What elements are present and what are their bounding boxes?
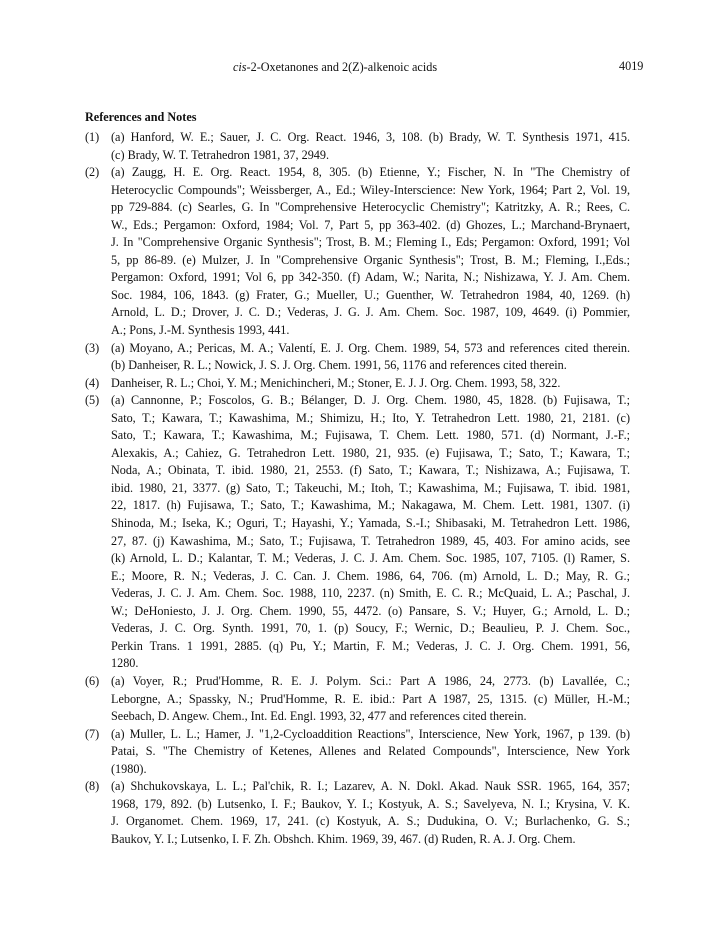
reference-line: Patai, S. "The Chemistry of Ketenes, Allenes and Related Compounds", Interscience, New York — [111, 744, 630, 759]
reference-item — [85, 392, 630, 673]
reference-number: (2) — [85, 165, 100, 180]
reference-line: ibid. 1980, 21, 3377. (g) Sato, T.; Takeuchi, M.; Itoh, T.; Kawashima, M.; Fujisawa, T. ibid. 1981, — [111, 480, 630, 495]
reference-number: (6) — [85, 673, 100, 688]
reference-item — [85, 673, 630, 726]
reference-item — [85, 778, 630, 848]
reference-item — [85, 129, 630, 164]
reference-line: (k) Arnold, L. D.; Kalantar, T. M.; Vederas, J. C. J. Am. Chem. Soc. 1985, 107, 7105. (l) Ramer, S. — [111, 551, 630, 566]
page-number: 4019 — [619, 59, 644, 73]
reference-number: (4) — [85, 375, 100, 390]
reference-line: (a) Cannonne, P.; Foscolos, G. B.; Bélanger, D. J. Org. Chem. 1980, 45, 1828. (b) Fujisawa, T.; — [111, 393, 630, 408]
running-title-prefix: cis — [233, 60, 247, 74]
reference-line: Shinoda, M.; Iseka, K.; Oguri, T.; Hayashi, Y.; Yamada, S.-I.; Shibasaki, M. Tetrahedron Lett. 1986, — [111, 516, 630, 531]
reference-line: (a) Voyer, R.; Prud'Homme, R. E. J. Polym. Sci.: Part A 1986, 24, 2773. (b) Lavallée, C.; — [111, 673, 630, 688]
reference-line: (a) Muller, L. L.; Hamer, J. "1,2-Cycloaddition Reactions", Interscience, New York, 1967, p 139. (b) — [111, 726, 630, 741]
reference-line: (b) Danheiser, R. L.; Nowick, J. S. J. Org. Chem. 1991, 56, 1176 and references cited therein. — [111, 358, 567, 373]
reference-line: Vederas, J. C. J. Am. Chem. Soc. 1988, 110, 2237. (n) Smith, E. C. R.; McQuaid, L. A.; Paschal, J. — [111, 586, 630, 601]
reference-item — [85, 726, 630, 779]
running-title: cis-2-Oxetanones and 2(Z)-alkenoic acids — [233, 60, 438, 74]
reference-line: J. Organomet. Chem. 1969, 17, 241. (c) Kostyuk, A. S.; Dudukina, O. V.; Burlachenko, G. S.; — [111, 814, 630, 829]
reference-number: (1) — [85, 130, 100, 144]
reference-line: Pergamon: Oxford, 1991; Vol 6, pp 342-350. (f) Adam, W.; Narita, N.; Nishizawa, Y. J. Am. Chem. — [111, 270, 630, 285]
reference-line: Alexakis, A.; Cahiez, G. Tetrahedron Lett. 1980, 21, 935. (e) Fujisawa, T.; Sato, T.; Kawara, T.; — [111, 445, 630, 460]
reference-line: (a) Shchukovskaya, L. L.; Pal'chik, R. I.; Lazarev, A. N. Dokl. Akad. Nauk SSR. 1965, 164, 357; — [111, 779, 630, 794]
reference-line: (a) Hanford, W. E.; Sauer, J. C. Org. React. 1946, 3, 108. (b) Brady, W. T. Synthesis 1971, 415. — [111, 130, 630, 144]
reference-line: Danheiser, R. L.; Choi, Y. M.; Menichincheri, M.; Stoner, E. J. J. Org. Chem. 1993, 58, 322. — [111, 375, 561, 390]
reference-line: Sato, T.; Kawara, T.; Kawashima, M.; Fujisawa, T. Chem. Lett. 1980, 571. (d) Normant, J.-F.; — [111, 428, 630, 443]
reference-list — [85, 129, 630, 848]
reference-item — [85, 164, 630, 339]
reference-number: (5) — [85, 393, 100, 408]
reference-line: E.; Moore, R. N.; Vederas, J. C. Can. J. Chem. 1986, 64, 706. (m) Arnold, L. D.; May, R. G.; — [111, 568, 630, 583]
reference-line: W., Eds.; Pergamon: Oxford, 1984; Vol. 7, Part 5, pp 363-402. (d) Ghozes, L.; Marchand-Brynaert, — [111, 217, 630, 232]
reference-line: (1980). — [111, 761, 147, 776]
reference-line: Noda, A.; Obinata, T. ibid. 1980, 21, 2553. (f) Sato, T.; Kawara, T.; Nishizawa, A.; Fujisawa, T. — [111, 463, 630, 478]
reference-line: Baukov, Y. I.; Lutsenko, I. F. Zh. Obshch. Khim. 1969, 39, 467. (d) Ruden, R. A. J. Org. Chem. — [111, 831, 576, 846]
reference-line: pp 729-884. (c) Searles, G. In "Comprehensive Heterocyclic Chemistry"; Katritzky, A. R.; Rees, C. — [111, 200, 630, 215]
reference-line: (a) Moyano, A.; Pericas, M. A.; Valentí, E. J. Org. Chem. 1989, 54, 573 and references cited therein. — [111, 340, 630, 355]
reference-line: W.; DeHoniesto, J. J. Org. Chem. 1990, 55, 4472. (o) Pansare, S. V.; Huyer, G.; Arnold, L. D.; — [111, 603, 630, 618]
reference-line: Leborgne, A.; Spassky, N.; Prud'Homme, R. E. ibid.: Part A 1987, 25, 1315. (c) Müller, H.-M.; — [111, 691, 630, 706]
reference-item — [85, 340, 630, 375]
reference-line: Seebach, D. Angew. Chem., Int. Ed. Engl. 1993, 32, 477 and references cited therein. — [111, 709, 527, 724]
reference-number: (8) — [85, 779, 100, 794]
reference-number: (3) — [85, 340, 100, 355]
reference-line: Sato, T.; Kawara, T.; Kawashima, M.; Shimizu, H.; Ito, Y. Tetrahedron Lett. 1980, 21, 2181. (c) — [111, 410, 630, 425]
section-title: References and Notes — [85, 110, 197, 124]
reference-line: Vederas, J. C. Org. Synth. 1991, 70, 1. (p) Soucy, F.; Wernic, D.; Beaulieu, P. J. Chem. Soc., — [111, 621, 630, 636]
reference-line: Arnold, L. D.; Drover, J. C. D.; Vederas, J. G. J. Am. Chem. Soc. 1987, 109, 4649. (i) Pommier, — [111, 305, 630, 320]
reference-line: Heterocyclic Compounds"; Weissberger, A., Ed.; Wiley-Interscience: New York, 1964; Part 2, Vol. 19, — [111, 182, 630, 197]
reference-line: (c) Brady, W. T. Tetrahedron 1981, 37, 2949. — [111, 147, 330, 162]
reference-line: Perkin Trans. 1 1991, 2885. (q) Pu, Y.; Martin, F. M.; Vederas, J. C. J. Org. Chem. 1991, 56, — [111, 638, 630, 653]
reference-line: 1280. — [111, 656, 139, 671]
reference-line: 22, 1817. (h) Fujisawa, T.; Sato, T.; Kawashima, M.; Nakagawa, M. Chem. Lett. 1981, 1307. (i) — [111, 498, 630, 513]
reference-line: 1968, 179, 892. (b) Lutsenko, I. F.; Baukov, Y. I.; Kostyuk, A. S.; Savelyeva, N. I.; Krysina, V. K. — [111, 796, 630, 811]
reference-line: A.; Pons, J.-M. Synthesis 1993, 441. — [111, 323, 290, 338]
reference-line: Soc. 1984, 106, 1843. (g) Frater, G.; Mueller, U.; Guenther, W. Tetrahedron 1984, 40, 1269. (h) — [111, 287, 630, 302]
reference-line: (a) Zaugg, H. E. Org. React. 1954, 8, 305. (b) Etienne, Y.; Fischer, N. In "The Chemistry of — [111, 165, 630, 180]
reference-line: J. In "Comprehensive Organic Synthesis"; Trost, B. M.; Fleming I., Eds; Pergamon: Oxford, 1991; Vol — [111, 235, 630, 250]
reference-line: 27, 87. (j) Kawashima, M.; Sato, T.; Fujisawa, T. Tetrahedron 1989, 45, 403. For amino acids, see — [111, 533, 630, 548]
reference-line: 5, pp 86-89. (e) Mulzer, J. In "Comprehensive Organic Synthesis"; Trost, B. M.; Fleming, I.,Eds.; — [111, 252, 630, 267]
reference-item — [85, 375, 630, 393]
reference-number: (7) — [85, 726, 100, 741]
